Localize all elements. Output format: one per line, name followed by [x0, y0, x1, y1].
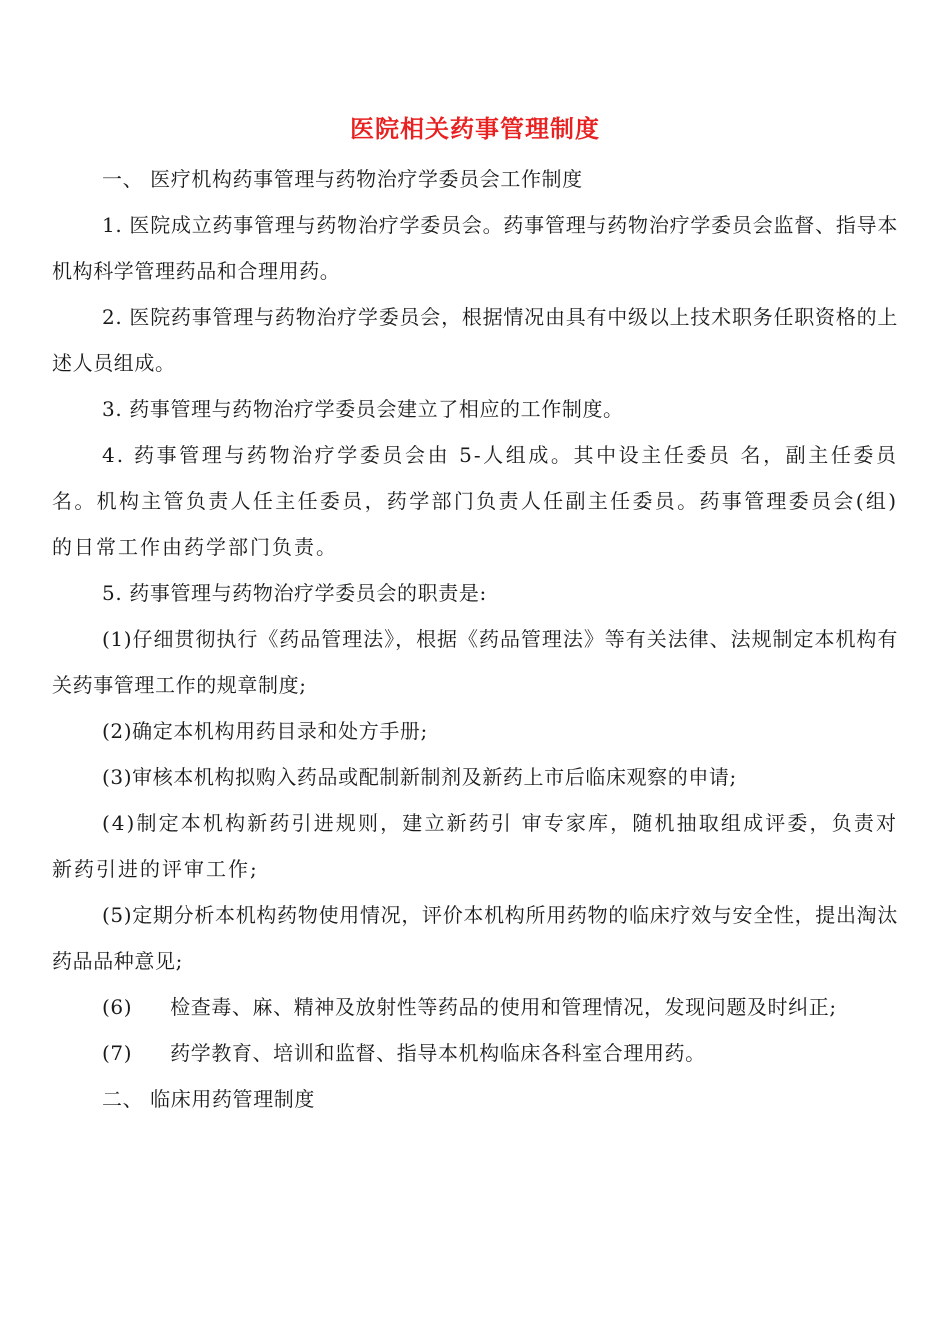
section-heading-1: 一、 医疗机构药事管理与药物治疗学委员会工作制度 [102, 167, 583, 191]
duty-item-3: (3)审核本机构拟购入药品或配制新制剂及新药上市后临床观察的申请; [102, 765, 737, 789]
duty-item-7-text: 药学教育、培训和监督、指导本机构临床各科室合理用药。 [170, 1041, 706, 1065]
duty-item-1: (1)仔细贯彻执行《药品管理法》，根据《药品管理法》等有关法律、法规制定本机构有关药事管理工作的规章制度; [52, 627, 898, 697]
paragraph-item-1: 1. 医院成立药事管理与药物治疗学委员会。药事管理与药物治疗学委员会监督、指导本机构科学管理药品和合理用药。 [52, 213, 898, 283]
paragraph-item-2: 2. 医院药事管理与药物治疗学委员会，根据情况由具有中级以上技术职务任职资格的上述人员组成。 [52, 305, 898, 375]
document-page [52, 112, 898, 1122]
duty-item-6-number: (6) [102, 995, 133, 1019]
duty-item-7-number: (7) [102, 1041, 133, 1065]
duty-item-6 [52, 984, 898, 1030]
duty-item-4: (4)制定本机构新药引进规则，建立新药引 审专家库，随机抽取组成评委，负责对新药引进的评审工作; [52, 811, 898, 881]
section-heading-2: 二、 临床用药管理制度 [102, 1087, 315, 1111]
document-title: 医院相关药事管理制度 [350, 114, 600, 143]
paragraph-item-5: 5. 药事管理与药物治疗学委员会的职责是: [102, 581, 487, 605]
duty-item-6-text: 检查毒、麻、精神及放射性等药品的使用和管理情况，发现问题及时纠正; [170, 995, 837, 1019]
duty-item-2: (2)确定本机构用药目录和处方手册; [102, 719, 428, 743]
duty-item-5: (5)定期分析本机构药物使用情况，评价本机构所用药物的临床疗效与安全性，提出淘汰药品品种意见; [52, 903, 898, 973]
paragraph-item-3: 3. 药事管理与药物治疗学委员会建立了相应的工作制度。 [102, 397, 624, 421]
duty-item-7 [52, 1030, 898, 1076]
paragraph-item-4: 4. 药事管理与药物治疗学委员会由 5-人组成。其中设主任委员 名，副主任委员 名。机构主管负责人任主任委员，药学部门负责人任副主任委员。药事管理委员会(组)的日常工作由药学部门负责。 [52, 443, 898, 559]
